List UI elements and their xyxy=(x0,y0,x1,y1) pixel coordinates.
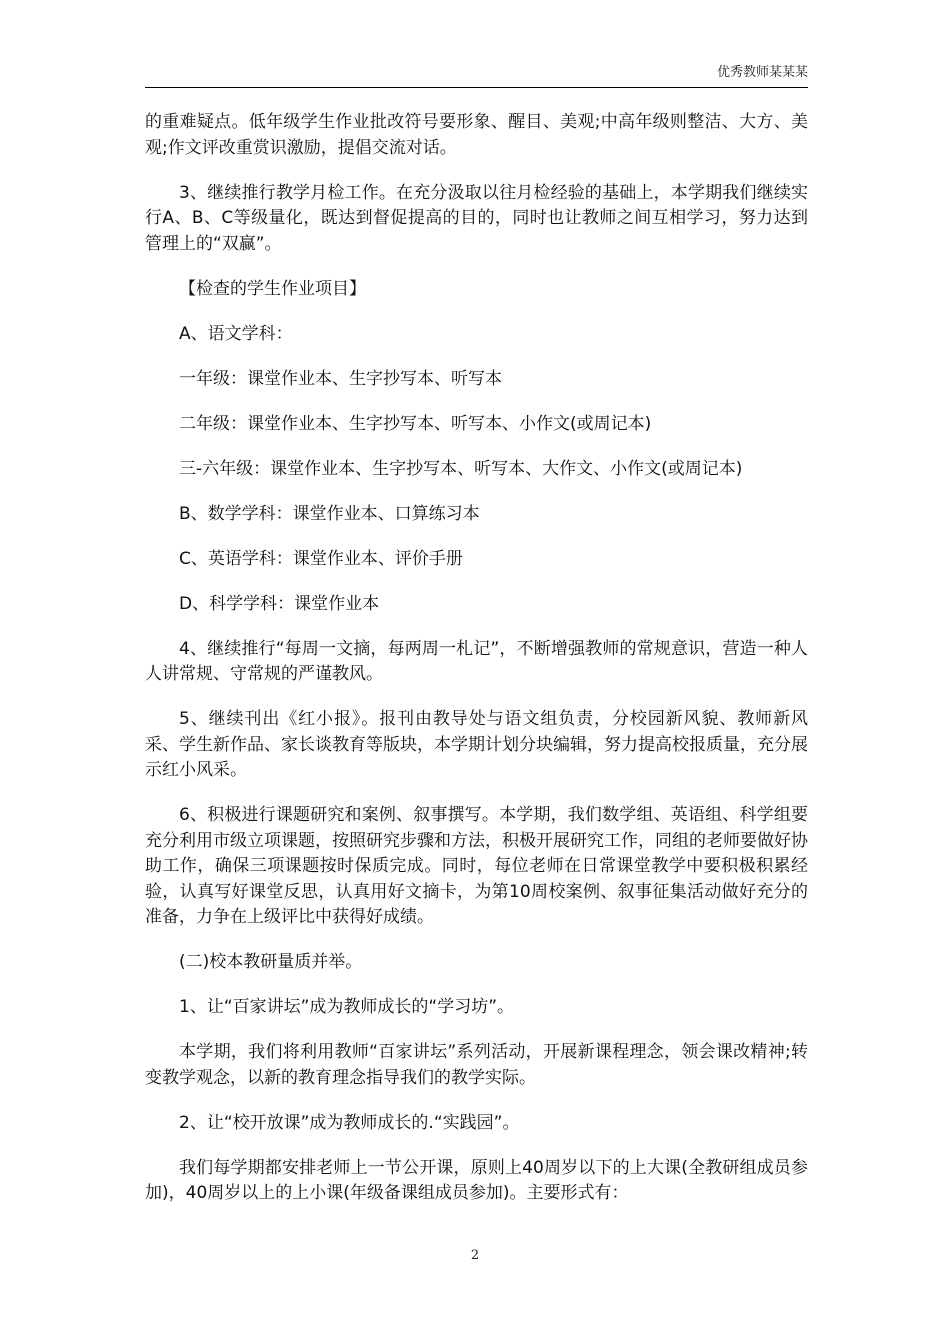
document-body xyxy=(145,110,808,1226)
paragraph: C、英语学科：课堂作业本、评价手册 xyxy=(179,548,463,569)
paragraph: 6、积极进行课题研究和案例、叙事撰写。本学期，我们数学组、英语组、科学组要充分利用市级立项课题，按照研究步骤和方法，积极开展研究工作，同组的老师要做好协助工作，确保三项课题按时保质完成。同时，每位老师在日常课堂教学中要积极积累经验，认真写好课堂反思，认真用好文摘卡，为第10周校案例、叙事征集活动做好充分的准备，力争在上级评比中获得好成绩。 xyxy=(145,805,808,927)
paragraph: 5、继续刊出《红小报》。报刊由教导处与语文组负责，分校园新风貌、教师新风采、学生新作品、家长谈教育等版块，本学期计划分块编辑，努力提高校报质量，充分展示红小风采。 xyxy=(145,709,808,780)
page-number: 2 xyxy=(470,1248,480,1263)
paragraph: 2、让“校开放课”成为教师成长的.“实践园”。 xyxy=(179,1112,520,1133)
paragraph: 二年级：课堂作业本、生字抄写本、听写本、小作文(或周记本) xyxy=(179,413,652,434)
paragraph: 1、让“百家讲坛”成为教师成长的“学习坊”。 xyxy=(179,997,515,1017)
paragraph: 一年级：课堂作业本、生字抄写本、听写本 xyxy=(179,368,502,389)
paragraph: D、科学学科：课堂作业本 xyxy=(179,593,380,614)
paragraph: 我们每学期都安排老师上一节公开课，原则上40周岁以下的上大课(全教研组成员参加)，40周岁以上的上小课(年级备课组成员参加)。主要形式有： xyxy=(145,1157,808,1203)
paragraph: 的重难疑点。低年级学生作业批改符号要形象、醒目、美观;中高年级则整洁、大方、美观;作文评改重赏识激励，提倡交流对话。 xyxy=(145,112,808,158)
page-header-title: 优秀教师某某某 xyxy=(716,65,808,80)
paragraph: 三-六年级：课堂作业本、生字抄写本、听写本、大作文、小作文(或周记本) xyxy=(179,458,743,479)
paragraph: 4、继续推行“每周一文摘，每两周一札记”，不断增强教师的常规意识，营造一种人人讲常规、守常规的严谨教风。 xyxy=(145,638,808,684)
header-divider xyxy=(145,87,808,88)
section-heading: (二)校本教研量质并举。 xyxy=(179,952,363,972)
paragraph: 本学期，我们将利用教师“百家讲坛”系列活动，开展新课程理念，领会课改精神;转变教学观念，以新的教育理念指导我们的教学实际。 xyxy=(145,1042,808,1088)
paragraph: 3、继续推行教学月检工作。在充分汲取以往月检经验的基础上，本学期我们继续实行A、B、C等级量化，既达到督促提高的目的，同时也让教师之间互相学习，努力达到管理上的“双赢”。 xyxy=(145,182,808,254)
paragraph: B、数学学科：课堂作业本、口算练习本 xyxy=(179,503,480,524)
section-heading: 【检查的学生作业项目】 xyxy=(179,278,366,299)
paragraph: A、语文学科： xyxy=(179,323,293,344)
